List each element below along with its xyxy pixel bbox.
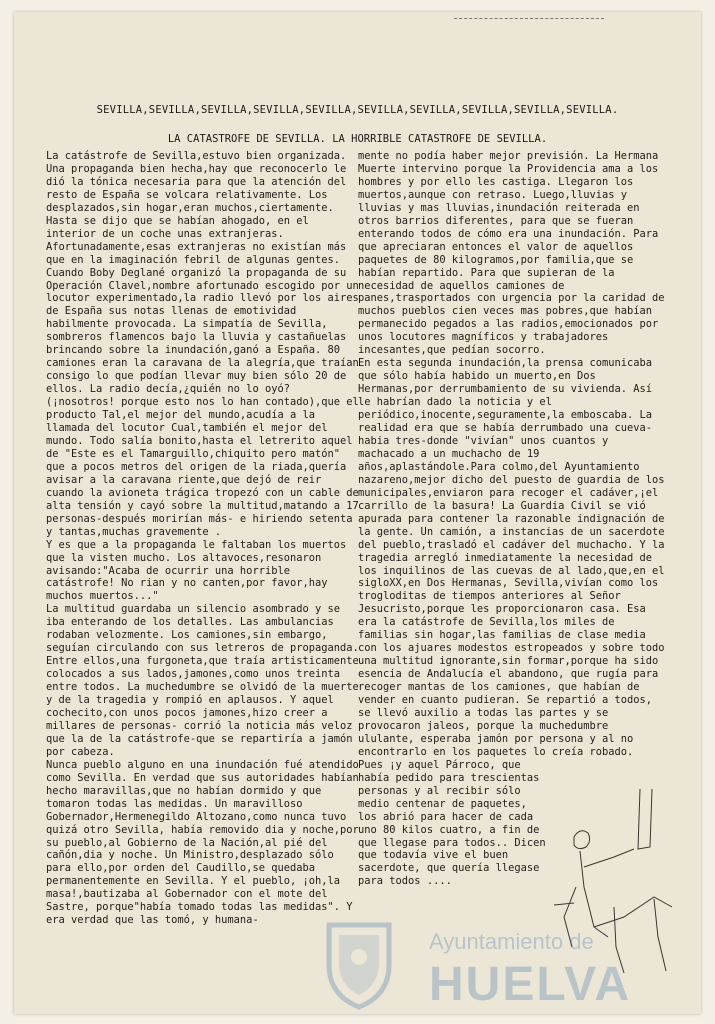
left-paragraph: Nunca pueblo alguno en una inundación fué atendido como Sevilla. En verdad que sus autoridades habían hecho maravillas,que no habían dormido y que tomaron todas las medidas. Un maravilloso Gobernador,Hermenegildo Altozano,como nunca tuvo quizá otro Sevilla, había removido dia y noche,por su pueblo,al Gobierno de la Nación,al pié del cañón,dia y noche. Un Ministro,desplazado sólo para ello,por orden del Caudillo,se quedaba permanentemente en Sevilla. Y el pueblo, ¡oh,la masa!,bautizaba al Gobernador con el mote del Sastre, porque"había tomado todas las medidas". Y era verdad que las tomó, y humana- bbox=[46, 758, 359, 927]
city-shield-seal-icon bbox=[309, 917, 409, 1012]
left-paragraph: La catástrofe de Sevilla,estuvo bien organizada. Una propaganda bien hecha,hay que reconocerlo le dió la tónica necesaria para que la atención del resto de España se volcara relativamente. Los desplazados,sin hogar,eran muchos,ciertamente. Hasta se dijo que se habían ahogado, en el interior de un coche unas extranjeras. Afortunadamente,esas extranjeras no existían más que en la imaginación febril de algunas gentes. Cuando Boby Deglané organizó la propaganda de su Operación Clavel,nombre afortunado escogido por un locutor experimentado,la radio llevó por los aires de España sus notas llenas de emotividad habilmente provocada. La simpatía de Sevilla, sombreros flamencos bajo la lluvia y castañuelas brincando sobre la inundación,ganó a España. 80 camiones eran la caravana de la alegría,que traían consigo lo que podían llevar muy bien sólo 20 de ellos. La radio decía,¿quién no lo oyó? (¡nosotros! porque esto nos lo han contado),que el producto Tal,el mejor del mundo,acudía a la llamada del locutor Cual,también el mejor del mundo. Todo salía bonito,hasta el letrerito aquel de "Este es el Tamarguillo,chiquito pero matón" que a pocos metros del origen de la riada,quería avisar a la caravana riente,que dejó de reir cuando la avioneta trágica tropezó con un cable de alta tensión y cayó sobre la multitud,matando a 17 personas-después morirían más- e hiriendo setenta y tantas,muchas gravemente . bbox=[46, 150, 359, 538]
page-subheading: LA CATASTROFE DE SEVILLA. LA HORRIBLE CATASTROFE DE SEVILLA. bbox=[167, 133, 548, 145]
right-column bbox=[358, 150, 670, 888]
left-paragraph: Y es que a la propaganda le faltaban los muertos que la visten mucho. Los altavoces,resonaron avisando:"Acaba de ocurrir una horrible catástrofe! No rian y no canten,por favor,hay muchos muertos..." bbox=[46, 538, 347, 603]
watermark-line1: Ayuntamiento de bbox=[429, 929, 594, 954]
right-paragraph: mente no podía haber mejor previsión. La Hermana Muerte intervino porque la Providencia ama a los hombres y por ello les castiga. Llegaron los muertos,aunque con retraso. Luego,lluvias y lluvias y mas lluvias,inundación reiterada en otros barrios diferentes, para que se fueran enterando todos de cómo era una inundación. Para que apreciaran entonces el valor de aquellos paquetes de 80 kilogramos,por familia,que se habían repartido. Para que supieran de la necesidad de aquellos camiones de panes,trasportados con urgencia por la caridad de muchos pueblos cien veces mas pobres,que habían permanecido pegados a las radios,emocionados por unos locutores magníficos y trabajadores incesantes,que pedían socorro. bbox=[358, 150, 665, 357]
torn-edge-mark bbox=[454, 18, 604, 23]
page-heading: SEVILLA,SEVILLA,SEVILLA,SEVILLA,SEVILLA,SEVILLA,SEVILLA,SEVILLA,SEVILLA,SEVILLA. bbox=[96, 104, 619, 116]
right-paragraph: Pues ¡y aquel Párroco, que había pedido para trescientas personas y al recibir sólo medio centenar de paquetes, los abrió para hacer de cada uno 80 kilos cuatro, a fin de que llegase para todos.. Dicen que todavía vive el buen sacerdote, que quería llegase para todos .... bbox=[358, 758, 546, 888]
left-paragraph: La multitud guardaba un silencio asombrado y se iba enterando de los detalles. Las ambulancias rodaban velozmente. Los camiones,sin embargo, seguían circulando con sus letreros de propaganda. Entre ellos,una furgoneta,que traía artisticamente colocados a sus lados,jamones,como unos treinta entre todos. La muchedumbre se olvidó de la muerte y de la tragedia y rompió en aplausos. Y aquel cochecito,con unos pocos jamones,hizo creer a millares de personas- corrió la noticia más veloz que la de la catástrofe-que se repartiría a jamón por cabeza. bbox=[46, 603, 359, 758]
left-column bbox=[46, 150, 364, 927]
right-paragraph: En esta segunda inundación,la prensa comunicaba que sólo había habido un muerto,en Dos Hermanas,por derrumbamiento de su vivienda. Así le habrían dado la noticia y el periódico,inocente,seguramente,la emboscaba. La realidad era que se había derrumbado una cueva-habia tres-donde "vivían" unos cuantos y machacado a un muchacho de 19 años,aplastándole.Para colmo,del Ayuntamiento nazareno,mejor dicho del puesto de guardia de los municipales,enviaron para recoger el cadáver,¡el carrillo de la basura! La Guardia Civil se vió apurada para contener la razonable indignación de la gente. Un camión, a instancias de un sacerdote del pueblo,trasladó el cadáver del muchacho. Y la tragedia arregló inmediatamente la necesidad de los inquilinos de las cuevas de al lado,que,en el sigloXX,en Dos Hermanas, Sevilla,vivían como los trogloditas de tiempos anteriores al Señor Jesucristo,porque les proporcionaron casa. Esa era la catástrofe de Sevilla,los miles de familias sin hogar,las familias de clase media con los ajuares modestos estropeados y sobre todo una multitud ignorante,sin formar,porque ha sido esencia de Andalucía el abandono, que rugía para recoger mantas de los camiones, que habían de vender en cuanto pudieran. Se repartió a todos, se llevó auxilio a todas las partes y se provocaron jaleos, porque la muchedumbre ululante, esperaba jamón por persona y al no encontrarlo en los paquetes lo creía robado. bbox=[358, 357, 665, 758]
archive-watermark bbox=[309, 917, 669, 1012]
watermark-line2: HUELVA bbox=[429, 958, 632, 1011]
document-page bbox=[14, 12, 701, 1014]
